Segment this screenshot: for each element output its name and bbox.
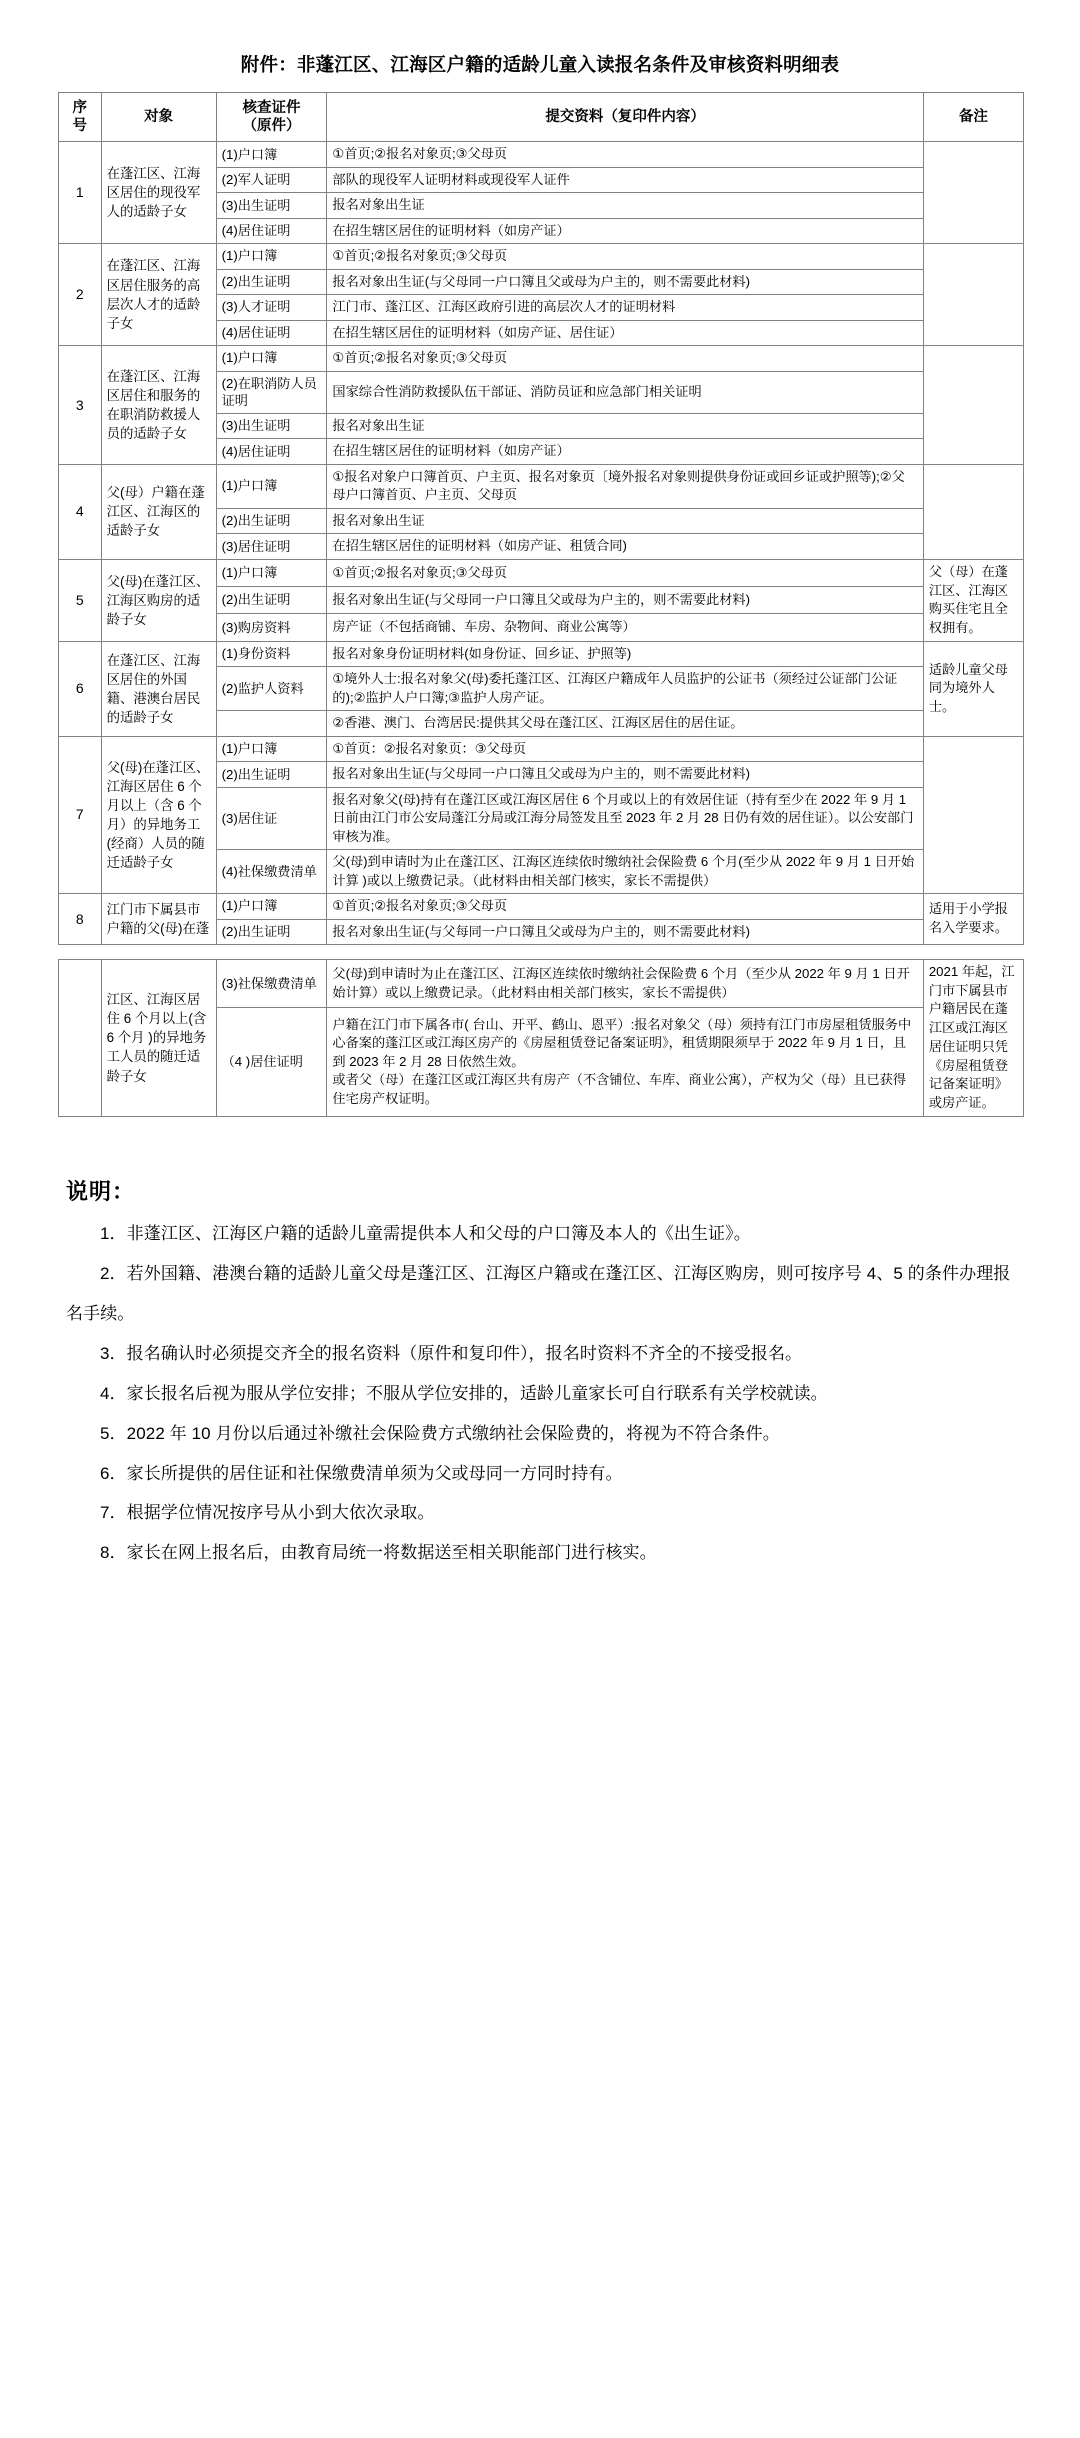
material-line: 报名对象出生证(与父母同一户口簿且父或母为户主的，则不需要此材料) bbox=[332, 273, 750, 289]
material-line: 在招生辖区居住的证明材料（如房产证、居住证） bbox=[332, 324, 623, 340]
col-header-materials: 提交资料（复印件内容） bbox=[327, 92, 923, 141]
material-line: 父(母)到申请时为止在蓬江区、江海区连续依时缴纳社会保险费 6 个月（至少从 2022 年 9 月 1 日开始计算）或以上缴费记录。（此材料由相关部门核实，家长不需提供） bbox=[332, 966, 910, 1000]
cell-submit-material bbox=[327, 587, 923, 614]
cell-verify-document: （4 )居住证明 bbox=[216, 1008, 327, 1117]
material-line: 在招生辖区居住的证明材料（如房产证） bbox=[332, 443, 570, 459]
col-header-verify bbox=[216, 92, 327, 141]
cell-submit-material bbox=[327, 850, 923, 894]
cell-object: 在蓬江区、江海区居住和服务的在职消防救援人员的适龄子女 bbox=[101, 346, 216, 465]
cell-submit-material bbox=[327, 894, 923, 919]
cell-seq bbox=[59, 960, 102, 1117]
cell-submit-material bbox=[327, 787, 923, 849]
note-item: 5．2022 年 10 月份以后通过补缴社会保险费方式缴纳社会保险费的，将视为不符合条件。 bbox=[100, 1423, 780, 1443]
material-line: 报名对象父(母)持有在蓬江区或江海区居住 6 个月或以上的有效居住证（持有至少在 2022 年 9 月 1 日前由江门市公安局蓬江分局或江海分局签发且至 2023 年 2 月 28 日仍有效的居住证）。以公安部门审核为准。 bbox=[332, 791, 914, 844]
cell-object: 江区、江海区居住 6 个月以上(含 6 个月 )的异地务工人员的随迁适龄子女 bbox=[101, 960, 216, 1117]
material-line: 父(母)到申请时为止在蓬江区、江海区连续依时缴纳社会保险费 6 个月(至少从 2022 年 9 月 1 日开始计算 )或以上缴费记录。（此材料由相关部门核实，家长不需提供） bbox=[332, 854, 915, 888]
material-line: 报名对象出生证(与父母同一户口簿且父或母为户主的，则不需要此材料) bbox=[332, 766, 750, 782]
table-body bbox=[59, 142, 1024, 945]
cell-verify-document: (1)户口簿 bbox=[216, 244, 327, 269]
notes-list bbox=[66, 1214, 1018, 1573]
material-line: ②香港、澳门、台湾居民:提供其父母在蓬江区、江海区居住的居住证。 bbox=[332, 715, 744, 731]
cell-verify-document: (2)在职消防人员证明 bbox=[216, 371, 327, 413]
material-line: 国家综合性消防救援队伍干部证、消防员证和应急部门相关证明 bbox=[332, 383, 702, 399]
cell-verify-document: (4)居住证明 bbox=[216, 218, 327, 243]
cell-submit-material bbox=[327, 614, 923, 641]
table-separator bbox=[0, 945, 1080, 959]
cell-verify-document: (2)出生证明 bbox=[216, 508, 327, 533]
material-line: ①报名对象户口簿首页、户主页、报名对象页〔境外报名对象则提供身份证或回乡证或护照等);②父母户口簿首页、户主页、父母页 bbox=[332, 468, 905, 503]
material-line: ①首页;②报名对象页;③父母页 bbox=[332, 146, 508, 162]
cell-submit-material bbox=[327, 142, 923, 167]
cell-submit-material bbox=[327, 413, 923, 438]
material-line: ①首页;②报名对象页;③父母页 bbox=[332, 564, 508, 580]
notes-section bbox=[0, 1175, 1080, 1613]
table-row bbox=[59, 559, 1024, 586]
col-header-verify-line1: 核查证件 bbox=[242, 99, 301, 116]
cell-object: 江门市下属县市户籍的父(母)在蓬 bbox=[101, 894, 216, 945]
material-line: 报名对象出生证(与父每同一户口簿且父或母为户主的，则不需要此材料) bbox=[332, 923, 750, 939]
cell-submit-material bbox=[327, 320, 923, 345]
cell-verify-document: (1)户口簿 bbox=[216, 894, 327, 919]
cell-verify-document bbox=[216, 711, 327, 736]
table-row bbox=[59, 960, 1024, 1008]
table-row bbox=[59, 736, 1024, 761]
cell-verify-document: (4)社保缴费清单 bbox=[216, 850, 327, 894]
col-header-remark: 备注 bbox=[923, 92, 1023, 141]
main-table-container bbox=[0, 92, 1080, 945]
cell-remark bbox=[923, 736, 1023, 893]
cell-submit-material bbox=[327, 439, 923, 464]
cell-remark: 2021 年起，江门市下属县市户籍居民在蓬江区或江海区居住证明只凭《房屋租赁登记备案证明》或房产证。 bbox=[923, 960, 1023, 1117]
cell-verify-document: (3)出生证明 bbox=[216, 413, 327, 438]
continuation-table-container bbox=[0, 959, 1080, 1117]
cell-seq: 3 bbox=[59, 346, 102, 465]
cell-submit-material bbox=[327, 559, 923, 586]
cell-submit-material bbox=[327, 534, 923, 559]
material-line: 报名对象身份证明材料(如身份证、回乡证、护照等) bbox=[332, 645, 632, 661]
note-item: 1．非蓬江区、江海区户籍的适龄儿童需提供本人和父母的户口簿及本人的《出生证》。 bbox=[100, 1223, 751, 1243]
col-header-seq-line1: 序 bbox=[72, 99, 88, 116]
cell-submit-material bbox=[327, 295, 923, 320]
cell-verify-document: (1)身份资料 bbox=[216, 641, 327, 666]
table-row bbox=[59, 346, 1024, 371]
cell-verify-document: (3)出生证明 bbox=[216, 193, 327, 218]
material-line: 房产证（不包括商铺、车房、杂物间、商业公寓等） bbox=[332, 619, 636, 635]
cell-seq: 6 bbox=[59, 641, 102, 736]
cell-seq: 2 bbox=[59, 244, 102, 346]
cell-verify-document: (2)监护人资料 bbox=[216, 667, 327, 711]
cell-verify-document: (2)出生证明 bbox=[216, 762, 327, 787]
cell-object: 父(母）户籍在蓬江区、江海区的适龄子女 bbox=[101, 464, 216, 559]
cell-submit-material bbox=[327, 464, 923, 508]
cell-verify-document: (4)居住证明 bbox=[216, 439, 327, 464]
material-line: ①首页：②报名对象页：③父母页 bbox=[332, 740, 527, 756]
cell-seq: 7 bbox=[59, 736, 102, 893]
cell-object: 父(母)在蓬江区、江海区居住 6 个月以上（含 6 个月）的异地务工(经商）人员的随迁适龄子女 bbox=[101, 736, 216, 893]
note-item: 8．家长在网上报名后，由教育局统一将数据送至相关职能部门进行核实。 bbox=[100, 1543, 657, 1563]
cell-verify-document: (3)社保缴费清单 bbox=[216, 960, 327, 1008]
cell-remark bbox=[923, 142, 1023, 244]
note-item: 6．家长所提供的居住证和社保缴费清单须为父或母同一方同时持有。 bbox=[100, 1463, 623, 1483]
material-line: ①首页;②报名对象页;③父母页 bbox=[332, 248, 508, 264]
notes-title: 说明： bbox=[66, 1178, 136, 1204]
material-line: ①境外人士:报名对象父(母)委托蓬江区、江海区户籍成年人员监护的公证书（须经过公证部门公证的);②监护人户口簿;③监护人房产证。 bbox=[332, 671, 898, 705]
material-line: 报名对象出生证 bbox=[332, 417, 425, 433]
cell-remark bbox=[923, 244, 1023, 346]
cell-remark: 父（母）在蓬江区、江海区购买住宅且全权拥有。 bbox=[923, 559, 1023, 641]
cell-verify-document: (1)户口簿 bbox=[216, 736, 327, 761]
cell-seq: 5 bbox=[59, 559, 102, 641]
cell-remark bbox=[923, 464, 1023, 559]
cell-submit-material bbox=[327, 762, 923, 787]
eligibility-table bbox=[58, 92, 1024, 945]
cell-verify-document: (2)出生证明 bbox=[216, 269, 327, 294]
material-line: 报名对象出生证(与父母同一户口簿且父或母为户主的，则不需要此材料) bbox=[332, 592, 750, 607]
table-row bbox=[59, 641, 1024, 666]
material-line: 户籍在江门市下属各市( 台山、开平、鹤山、恩平）:报名对象父（母）须持有江门市房屋租赁服务中心备案的蓬江区或江海区房产的《房屋租赁登记备案证明》，租赁期限须早于 2022 年 9 月 1 日，且到 2023 年 2 月 28 日依然生效。 bbox=[332, 1016, 912, 1069]
cell-submit-material bbox=[327, 244, 923, 269]
table-header bbox=[59, 92, 1024, 141]
col-header-seq-line2: 号 bbox=[72, 118, 88, 135]
cell-submit-material bbox=[327, 1008, 923, 1117]
page-title: 附件：非蓬江区、江海区户籍的适龄儿童入读报名条件及审核资料明细表 bbox=[240, 54, 840, 75]
material-line: 报名对象出生证 bbox=[332, 197, 425, 213]
material-line: 报名对象出生证 bbox=[332, 512, 425, 528]
material-line: 部队的现役军人证明材料或现役军人证件 bbox=[332, 171, 570, 187]
col-header-object: 对象 bbox=[101, 92, 216, 141]
cell-submit-material bbox=[327, 711, 923, 736]
note-item: 3．报名确认时必须提交齐全的报名资料（原件和复印件），报名时资料不齐全的不接受报名。 bbox=[100, 1343, 803, 1363]
cell-seq: 4 bbox=[59, 464, 102, 559]
material-line: 在招生辖区居住的证明材料（如房产证） bbox=[332, 222, 570, 238]
cell-verify-document: (1)户口簿 bbox=[216, 559, 327, 586]
note-item: 4．家长报名后视为服从学位安排；不服从学位安排的，适龄儿童家长可自行联系有关学校就读。 bbox=[100, 1383, 828, 1403]
cell-submit-material bbox=[327, 736, 923, 761]
cell-verify-document: (2)出生证明 bbox=[216, 919, 327, 944]
cell-verify-document: (1)户口簿 bbox=[216, 142, 327, 167]
cell-object: 在蓬江区、江海区居住服务的高层次人才的适龄子女 bbox=[101, 244, 216, 346]
cell-object: 在蓬江区、江海区居住的现役军人的适龄子女 bbox=[101, 142, 216, 244]
material-line: ①首页;②报名对象页;③父母页 bbox=[332, 898, 508, 914]
cell-submit-material bbox=[327, 919, 923, 944]
col-header-verify-line2: （原件） bbox=[242, 118, 301, 135]
cell-submit-material bbox=[327, 508, 923, 533]
cell-verify-document: (1)户口簿 bbox=[216, 464, 327, 508]
table-row bbox=[59, 464, 1024, 508]
eligibility-table-continuation bbox=[58, 959, 1024, 1117]
table-row bbox=[59, 142, 1024, 167]
material-line: 或者父（母）在蓬江区或江海区共有房产（不含铺位、车库、商业公寓），产权为父（母）且已获得住宅房产权证明。 bbox=[332, 1072, 907, 1106]
cell-remark: 适龄儿童父母同为境外人士。 bbox=[923, 641, 1023, 736]
cell-verify-document: (2)军人证明 bbox=[216, 167, 327, 192]
cell-verify-document: (3)购房资料 bbox=[216, 614, 327, 641]
table-row bbox=[59, 894, 1024, 919]
cell-remark bbox=[923, 346, 1023, 465]
cell-submit-material bbox=[327, 371, 923, 413]
cell-submit-material bbox=[327, 346, 923, 371]
cell-verify-document: (4)居住证明 bbox=[216, 320, 327, 345]
cell-submit-material bbox=[327, 218, 923, 243]
cell-seq: 1 bbox=[59, 142, 102, 244]
cell-seq: 8 bbox=[59, 894, 102, 945]
material-line: 江门市、蓬江区、江海区政府引进的高层次人才的证明材料 bbox=[332, 299, 676, 315]
cell-remark: 适用于小学报名入学要求。 bbox=[923, 894, 1023, 945]
cell-verify-document: (1)户口簿 bbox=[216, 346, 327, 371]
cell-verify-document: (3)居住证 bbox=[216, 787, 327, 849]
cell-submit-material bbox=[327, 667, 923, 711]
material-line: ①首页;②报名对象页;③父母页 bbox=[332, 350, 508, 366]
table-header-row bbox=[59, 92, 1024, 141]
note-item: 7．根据学位情况按序号从小到大依次录取。 bbox=[100, 1503, 435, 1523]
cell-verify-document: (2)出生证明 bbox=[216, 587, 327, 614]
col-header-seq bbox=[59, 92, 102, 141]
cell-verify-document: (3)人才证明 bbox=[216, 295, 327, 320]
table-row bbox=[59, 244, 1024, 269]
cell-object: 父(母)在蓬江区、江海区购房的适龄子女 bbox=[101, 559, 216, 641]
material-line: 在招生辖区居住的证明材料（如房产证、租赁合同) bbox=[332, 538, 627, 554]
cell-submit-material bbox=[327, 960, 923, 1008]
cell-submit-material bbox=[327, 193, 923, 218]
note-item: 2．若外国籍、港澳台籍的适龄儿童父母是蓬江区、江海区户籍或在蓬江区、江海区购房，则可按序号 4、5 的条件办理报名手续。 bbox=[66, 1263, 1011, 1323]
cell-verify-document: (3)居住证明 bbox=[216, 534, 327, 559]
cell-object: 在蓬江区、江海区居住的外国籍、港澳台居民的适龄子女 bbox=[101, 641, 216, 736]
continuation-table-body bbox=[59, 960, 1024, 1117]
cell-submit-material bbox=[327, 641, 923, 666]
cell-submit-material bbox=[327, 269, 923, 294]
cell-submit-material bbox=[327, 167, 923, 192]
